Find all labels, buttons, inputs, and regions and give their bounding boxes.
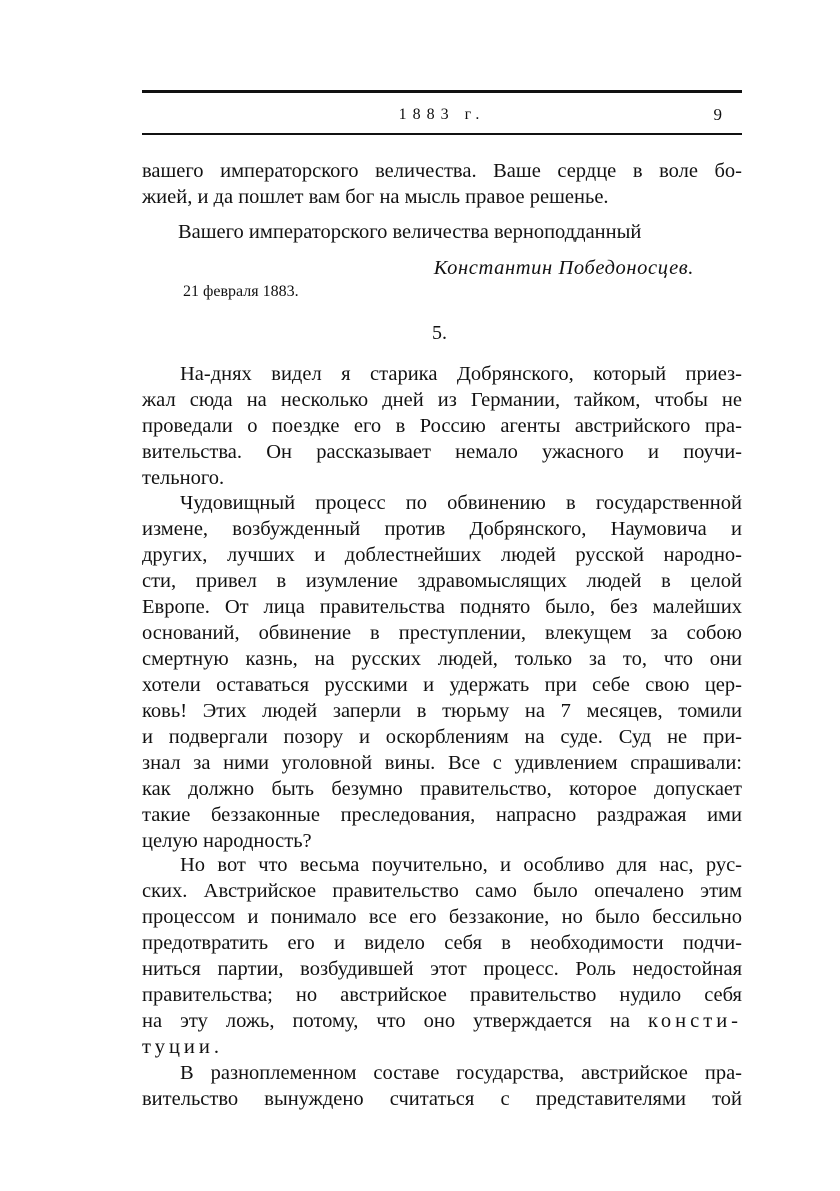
paragraph-line: как должно быть безумно правительство, которое допускает [142,778,742,800]
paragraph-line: сти, привел в изумление здравомыслящих людей в целой [142,570,742,592]
page-number: 9 [713,105,722,124]
paragraph-line: измене, возбужденный против Добрянского, Наумовича и [142,518,742,540]
letter-date: 21 февраля 1883. [183,283,299,300]
header-top-rule [142,90,742,93]
paragraph-line: жал сюда на несколько дней из Германии, тайком, чтобы не [142,389,742,411]
letter-closing: Вашего императорского величества верноподданный [178,221,642,243]
paragraph-line: ских. Австрийское правительство само было опечалено этим [142,880,742,902]
paragraph-line: и подвергали позору и оскорблениям на суде. Суд не при- [142,726,742,748]
paragraph-line: ниться партии, возбудившей этот процесс. Роль недостойная [142,958,742,980]
paragraph-line: правительства; но австрийское правительство нудило себя [142,984,742,1006]
header-bottom-rule [142,133,742,135]
paragraph-line: туции. [142,1036,223,1058]
running-title: 1883 г. [398,106,486,123]
paragraph-line: процессом и понимало все его беззаконие, но было бессильно [142,906,742,928]
paragraph-line: предотвратить его и видело себя в необходимости подчи- [142,932,742,954]
letter-line: жией, и да пошлет вам бог на мысль правое решенье. [142,186,609,208]
paragraph-line: тельного. [142,467,225,489]
paragraph-line: такие беззаконные преследования, напрасно раздражая ими [142,804,742,826]
emphasized-word: консти- [648,1010,742,1032]
running-head [142,102,742,128]
paragraph-line: ковь! Этих людей заперли в тюрьму на 7 месяцев, томили [142,700,742,722]
paragraph-line: других, лучших и доблестнейших людей русской народно- [142,544,742,566]
paragraph-line: смертную казнь, на русских людей, только за то, что они [142,648,742,670]
paragraph-line: целую народность? [142,830,312,852]
paragraph-line: хотели оставаться русскими и удержать при себе свою цер- [142,674,742,696]
paragraph-line: оснований, обвинение в преступлении, влекущем за собою [142,622,742,644]
paragraph-line: На-днях видел я старика Добрянского, который приез- [180,363,742,385]
paragraph-line [142,1008,742,1034]
paragraph-line: Чудовищный процесс по обвинению в государственной [180,492,742,514]
letter-signature: Константин Победоносцев. [433,257,694,279]
paragraph-line: В разноплеменном составе государства, австрийское пра- [180,1062,742,1084]
paragraph-line: Европе. От лица правительства поднято было, без малейших [142,596,742,618]
paragraph-line: вительства. Он рассказывает немало ужасного и поучи- [142,441,742,463]
section-number: 5. [432,322,447,344]
paragraph-line: вительство вынуждено считаться с представителями той [142,1088,742,1110]
paragraph-line: проведали о поездке его в Россию агенты австрийского пра- [142,415,742,437]
letter-line: вашего императорского величества. Ваше сердце в воле бо- [142,160,742,182]
paragraph-line: знал за ними уголовной вины. Все с удивлением спрашивали: [142,752,742,774]
paragraph-line-text: на эту ложь, потому, что оно утверждается на [142,1010,630,1032]
paragraph-line: Но вот что весьма поучительно, и особливо для нас, рус- [180,854,742,876]
